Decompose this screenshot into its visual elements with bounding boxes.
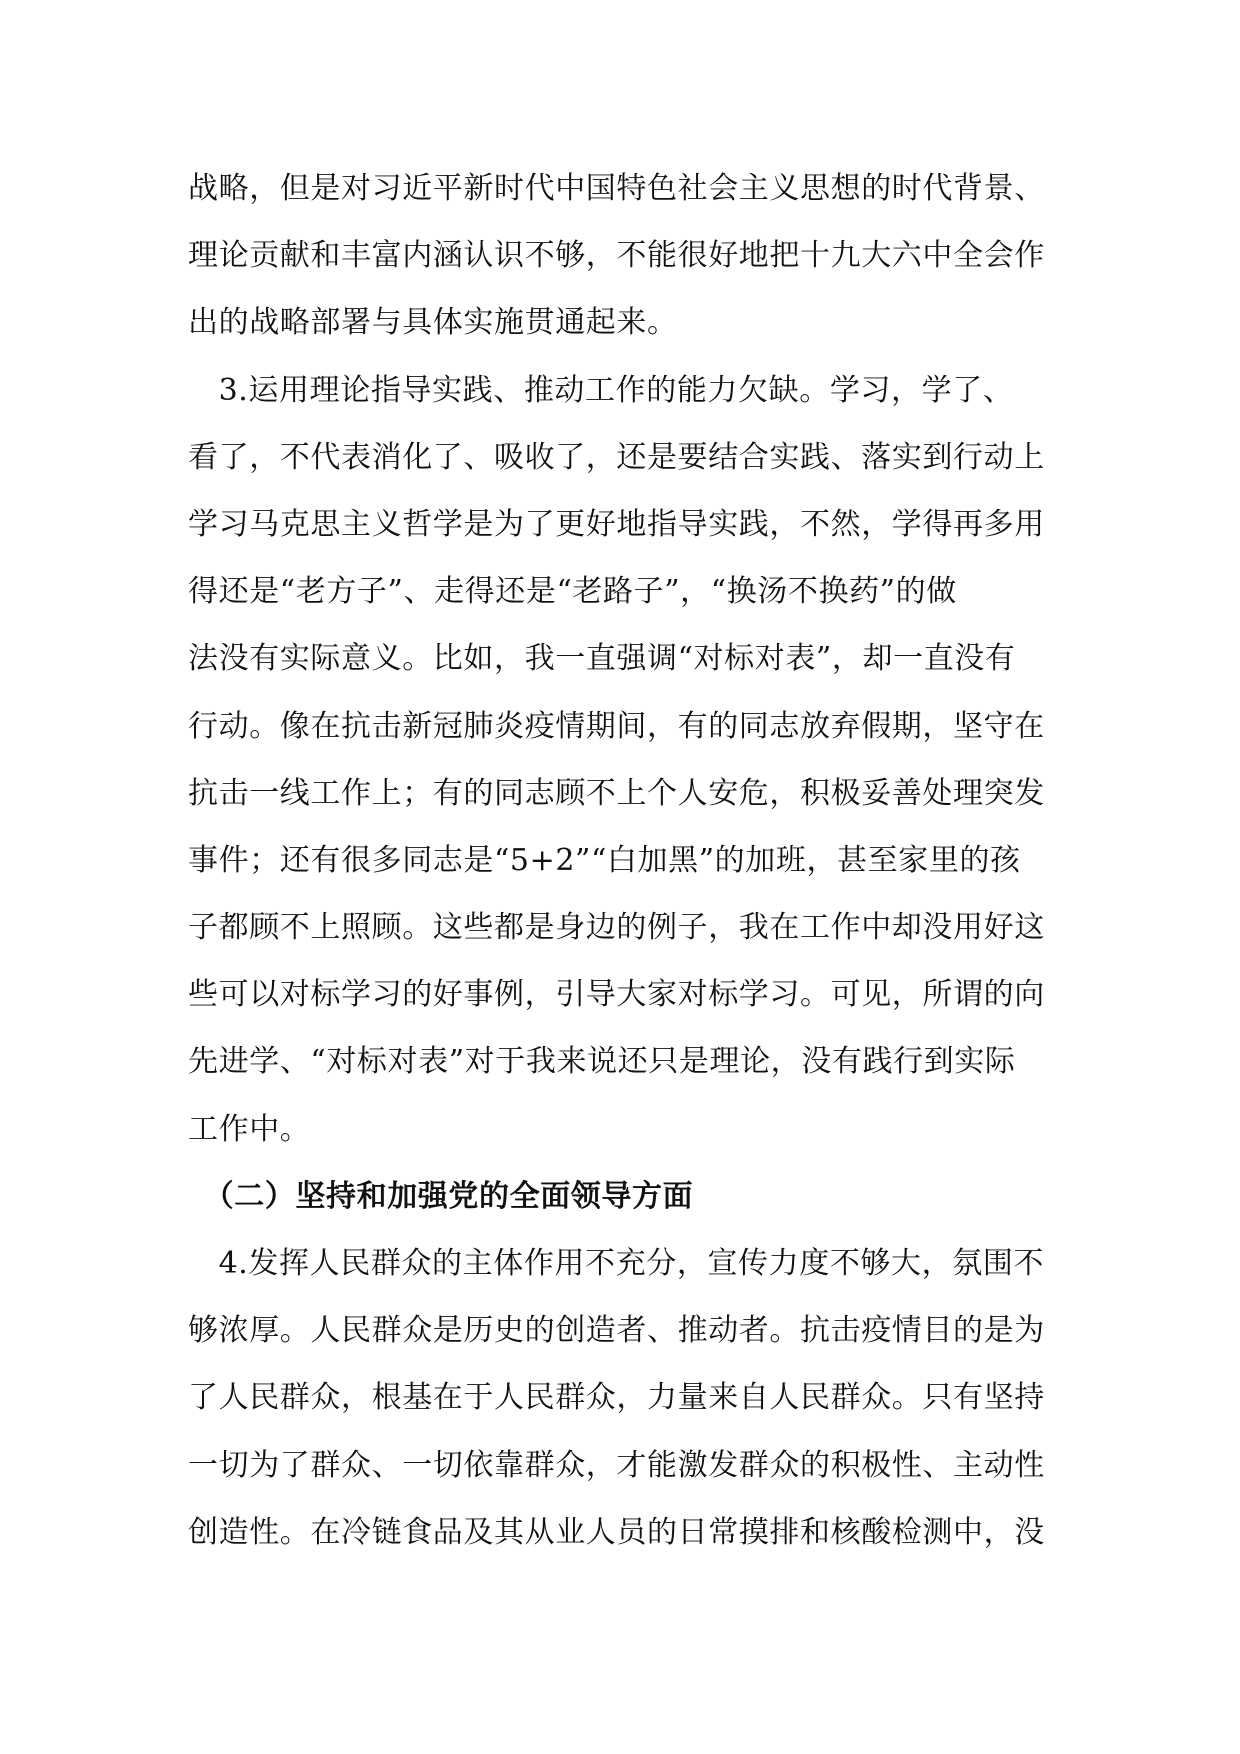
text-line: 行动。像在抗击新冠肺炎疫情期间，有的同志放弃假期，坚守在 (188, 708, 1045, 744)
text-line: 创造性。在冷链食品及其从业人员的日常摸排和核酸检测中，没 (188, 1514, 1045, 1550)
text-line: 抗击一线工作上；有的同志顾不上个人安危，积极妥善处理突发 (188, 775, 1045, 811)
text-line: 一切为了群众、一切依靠群众，才能激发群众的积极性、主动性 (188, 1447, 1045, 1483)
paragraph-4-start: 4.发挥人民群众的主体作用不充分，宣传力度不够大，氛围不 (188, 1246, 1045, 1281)
document-body (188, 155, 1088, 1566)
text-line: 子都顾不上照顾。这些都是身边的例子，我在工作中却没用好这 (188, 910, 1045, 946)
text-line: 事件；还有很多同志是“5+2”“白加黑”的加班，甚至家里的孩 (188, 842, 1021, 878)
text-line: 了人民群众，根基在于人民群众，力量来自人民群众。只有坚持 (188, 1380, 1045, 1416)
paragraph-3-start: 3.运用理论指导实践、推动工作的能力欠缺。学习，学了、 (188, 372, 1014, 408)
text-line: 战略，但是对习近平新时代中国特色社会主义思想的时代背景、 (188, 171, 1045, 206)
text-line: 够浓厚。人民群众是历史的创造者、推动者。抗击疫情目的是为 (188, 1313, 1045, 1349)
text-line: 出的战略部署与具体实施贯通起来。 (188, 305, 678, 341)
text-line: 理论贡献和丰富内涵认识不够，不能很好地把十九大六中全会作 (188, 238, 1045, 274)
text-line: 些可以对标学习的好事例，引导大家对标学习。可见，所谓的向 (188, 977, 1045, 1013)
text-line: 工作中。 (188, 1111, 311, 1147)
text-line: 得还是“老方子”、走得还是“老路子”，“换汤不换药”的做 (188, 574, 957, 610)
text-line: 学习马克思主义哲学是为了更好地指导实践，不然，学得再多用 (188, 506, 1045, 542)
text-line: 先进学、“对标对表”对于我来说还只是理论，没有践行到实际 (188, 1044, 1016, 1080)
text-line: 法没有实际意义。比如，我一直强调“对标对表”，却一直没有 (188, 641, 1016, 677)
section-heading: （二）坚持和加强党的全面领导方面 (188, 1178, 694, 1214)
text-line: 看了，不代表消化了、吸收了，还是要结合实践、落实到行动上 (188, 439, 1045, 475)
